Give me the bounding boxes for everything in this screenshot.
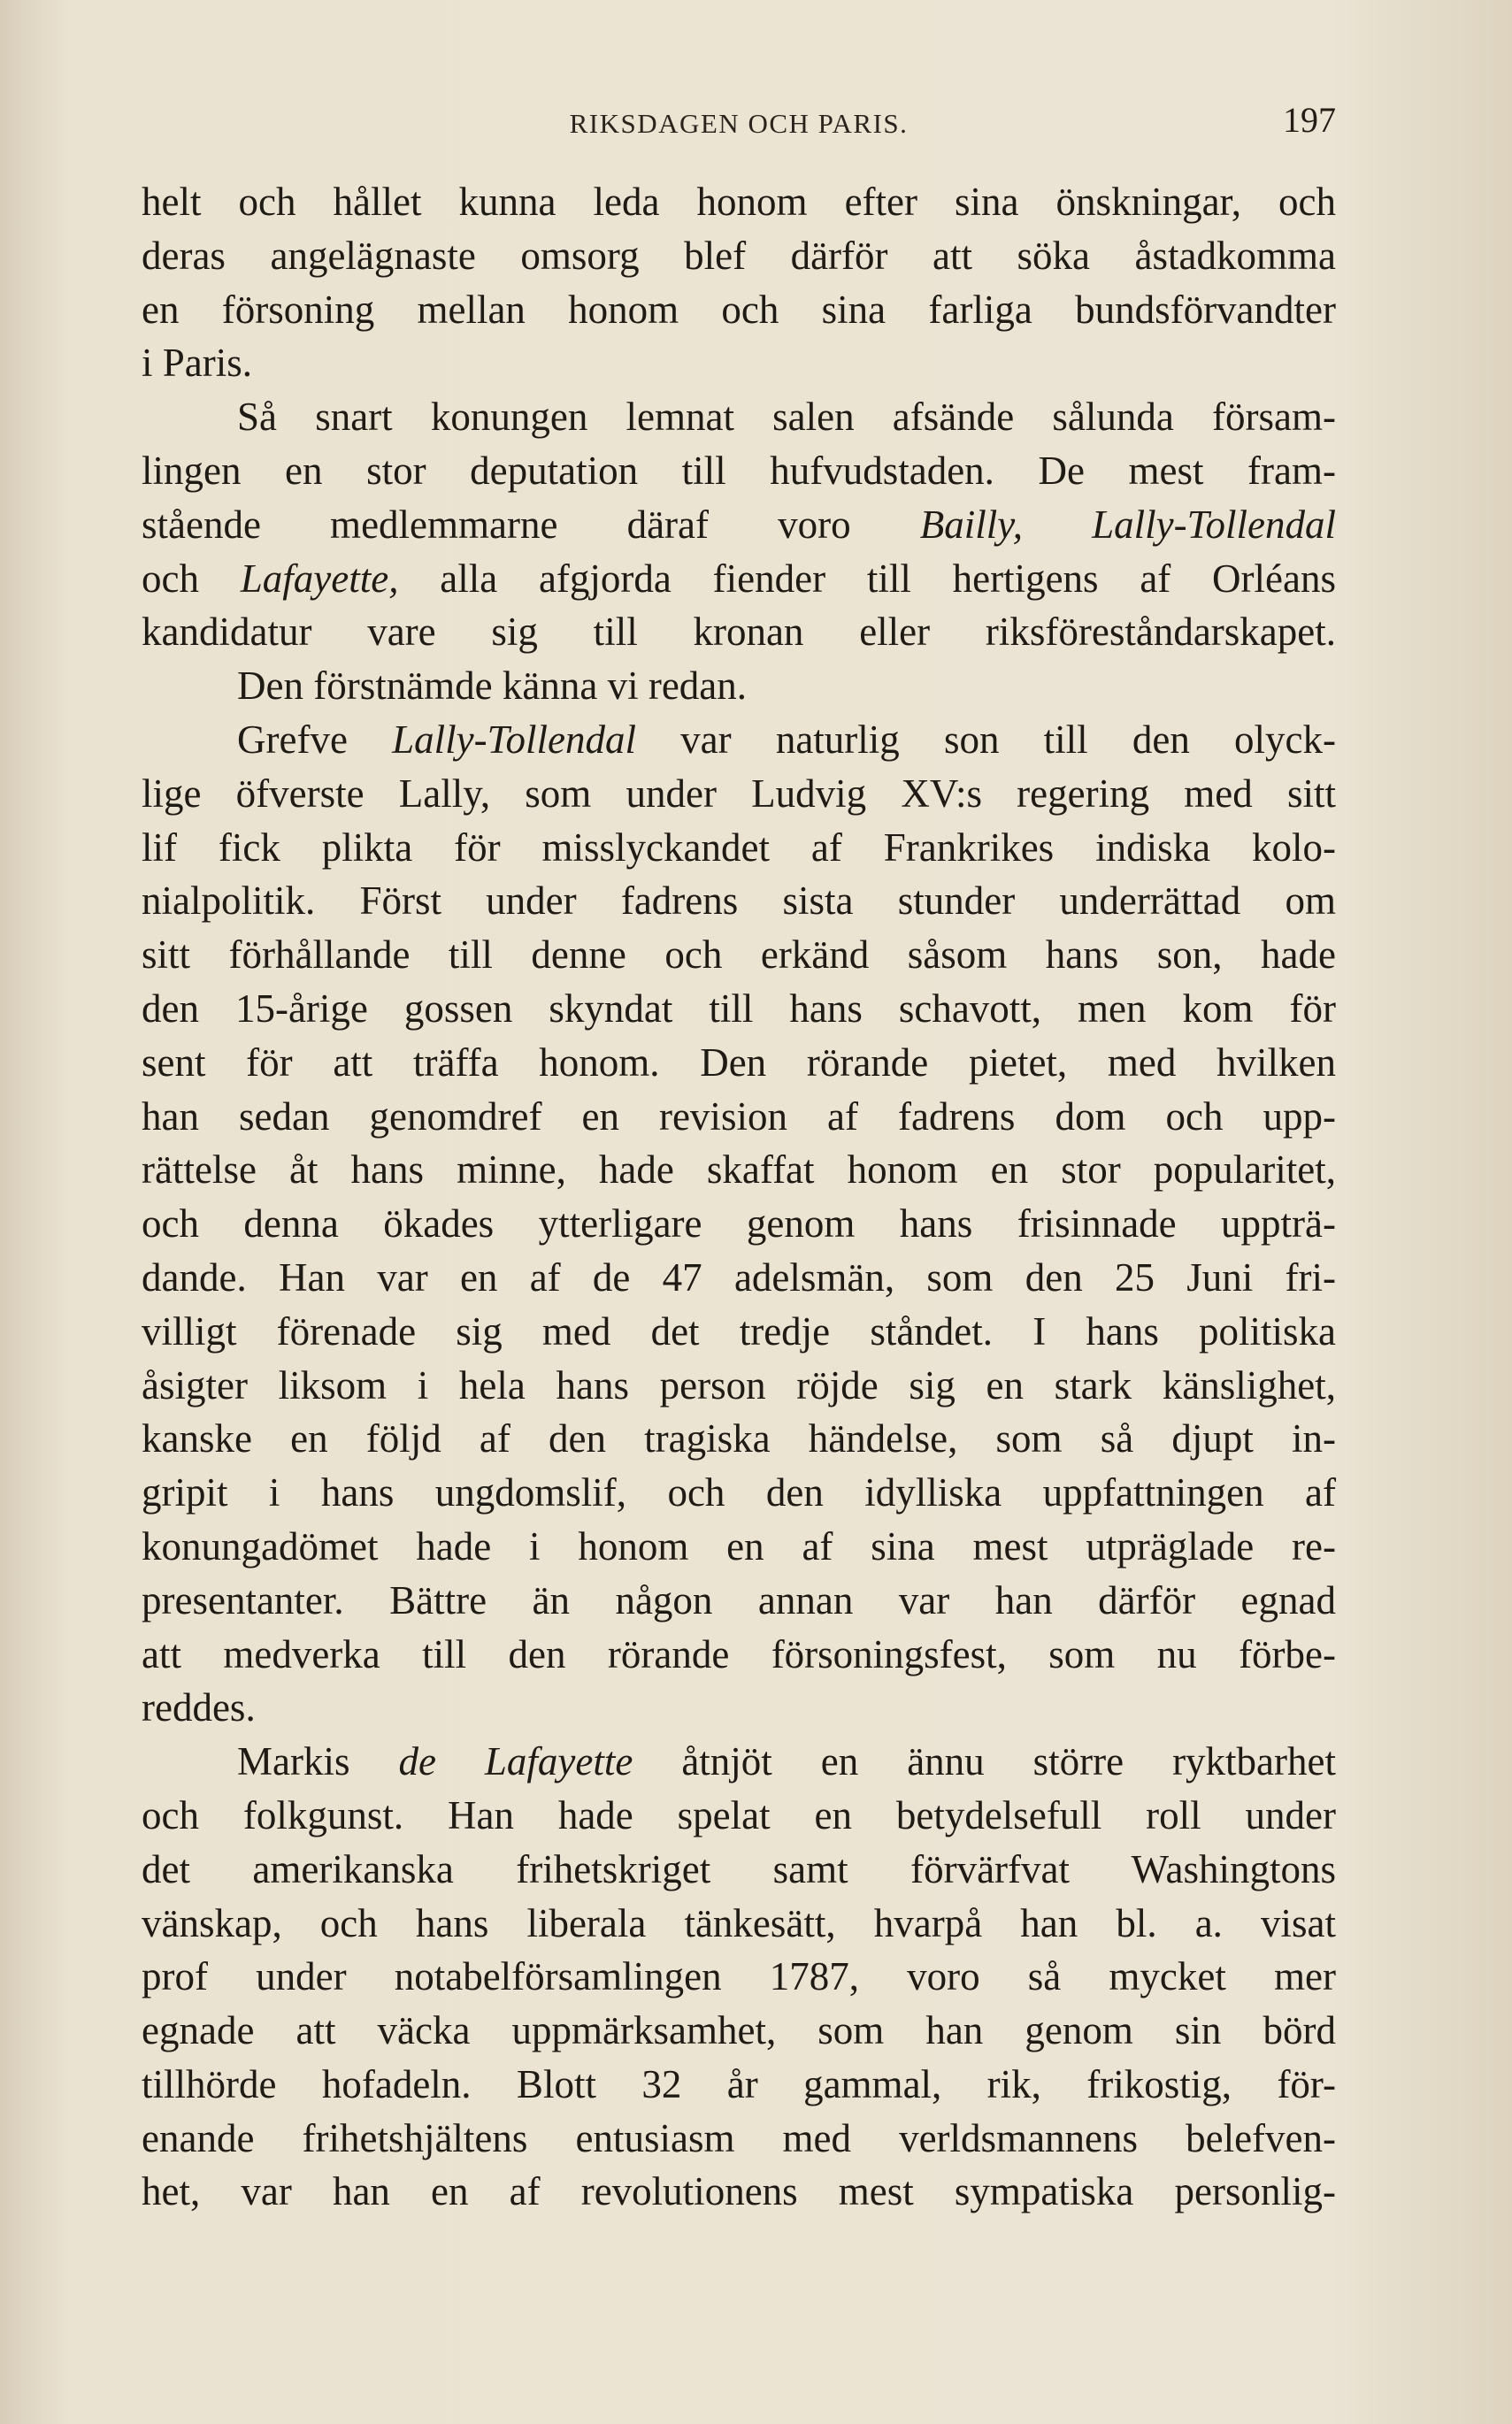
text-line: Den förstnämde känna vi redan. [237, 664, 748, 709]
text-line [142, 713, 1336, 767]
text-line: och denna ökades ytterligare genom hans frisinnade uppträ- [142, 1201, 1336, 1247]
text-segment: alla afgjorda fiender till hertigens af Orléans [398, 556, 1336, 601]
text-line: det amerikanska frihetskriget samt förvärfvat Washingtons [142, 1846, 1336, 1891]
text-line: villigt förenade sig med det tredje ståndet. I hans politiska [142, 1308, 1336, 1354]
text-line [142, 552, 1336, 606]
text-segment: Markis [237, 1739, 399, 1784]
text-line: enande frihetshjältens entusiasm med verldsmannens belefven- [142, 2115, 1336, 2160]
text-line: kanske en följd af den tragiska händelse, som så djupt in- [142, 1416, 1336, 1461]
text-line: lif fick plikta för misslyckandet af Frankrikes indiska kolo- [142, 825, 1336, 870]
text-line: vänskap, och hans liberala tänkesätt, hvarpå han bl. a. visat [142, 1900, 1336, 1945]
text-line: Så snart konungen lemnat salen afsände sålunda försam- [237, 395, 1336, 440]
text-segment: Grefve [237, 717, 393, 762]
text-line: deras angelägnaste omsorg blef därför att söka åstadkomma [142, 233, 1336, 278]
text-line: tillhörde hofadeln. Blott 32 år gammal, rik, frikostig, för- [142, 2061, 1336, 2106]
text-line: gripit i hans ungdomslif, och den idylliska uppfattningen af [142, 1470, 1336, 1515]
text-line: dande. Han var en af de 47 adelsmän, som den 25 Juni fri- [142, 1254, 1336, 1300]
text-segment: åtnjöt en ännu större ryktbarhet [633, 1739, 1336, 1784]
text-segment: var naturlig son till den olyck- [635, 717, 1336, 762]
text-segment: och [142, 556, 241, 601]
text-segment: stående medlemmarne däraf voro [142, 502, 920, 547]
text-line: prof under notabelförsamlingen 1787, voro så mycket mer [142, 1954, 1336, 1999]
text-line: het, var han en af revolutionens mest sympatiska personlig- [142, 2169, 1336, 2214]
page-number: 197 [1283, 100, 1336, 140]
text-line: rättelse åt hans minne, hade skaffat honom en stor popularitet, [142, 1147, 1336, 1193]
body-text [142, 175, 1336, 2219]
italic-name: Lally-Tollendal [1092, 502, 1336, 547]
text-line: att medverka till den rörande försoningsfest, som nu förbe- [142, 1631, 1336, 1676]
text-line: lingen en stor deputation till hufvudstaden. De mest fram- [142, 448, 1336, 493]
text-line [142, 1735, 1336, 1789]
text-line: en försoning mellan honom och sina farliga bundsförvandter [142, 287, 1336, 332]
text-line: sent för att träffa honom. Den rörande pietet, med hvilken [142, 1039, 1336, 1085]
text-line [142, 498, 1336, 552]
text-line: kandidatur vare sig till kronan eller riksföreståndarskapet. [142, 610, 1336, 655]
text-line: helt och hållet kunna leda honom efter sina önskningar, och [142, 180, 1336, 224]
italic-name: Bailly, [919, 502, 1023, 547]
italic-name: Lally-Tollendal [392, 717, 636, 762]
text-line: reddes. [142, 1685, 256, 1730]
text-line: lige öfverste Lally, som under Ludvig XV:s regering med sitt [142, 771, 1336, 816]
italic-name: Lafayette, [240, 556, 399, 601]
text-segment [1023, 502, 1092, 547]
text-line: den 15-årige gossen skyndat till hans schavott, men kom för [142, 986, 1336, 1031]
page-header [142, 99, 1336, 152]
italic-name: de Lafayette [398, 1739, 633, 1784]
text-line: och folkgunst. Han hade spelat en betydelsefull roll under [142, 1792, 1336, 1837]
text-line: i Paris. [142, 341, 253, 386]
text-line: åsigter liksom i hela hans person röjde sig en stark känslighet, [142, 1362, 1336, 1408]
text-line: han sedan genomdref en revision af fadrens dom och upp- [142, 1093, 1336, 1139]
text-line: sitt förhållande till denne och erkänd såsom hans son, hade [142, 932, 1336, 978]
text-line: nialpolitik. Först under fadrens sista stunder underrättad om [142, 878, 1336, 924]
running-head: RIKSDAGEN OCH PARIS. [569, 108, 909, 139]
text-line: konungadömet hade i honom en af sina mest utpräglade re- [142, 1523, 1336, 1569]
text-line: presentanter. Bättre än någon annan var han därför egnad [142, 1577, 1336, 1622]
text-line: egnade att väcka uppmärksamhet, som han genom sin börd [142, 2008, 1336, 2053]
